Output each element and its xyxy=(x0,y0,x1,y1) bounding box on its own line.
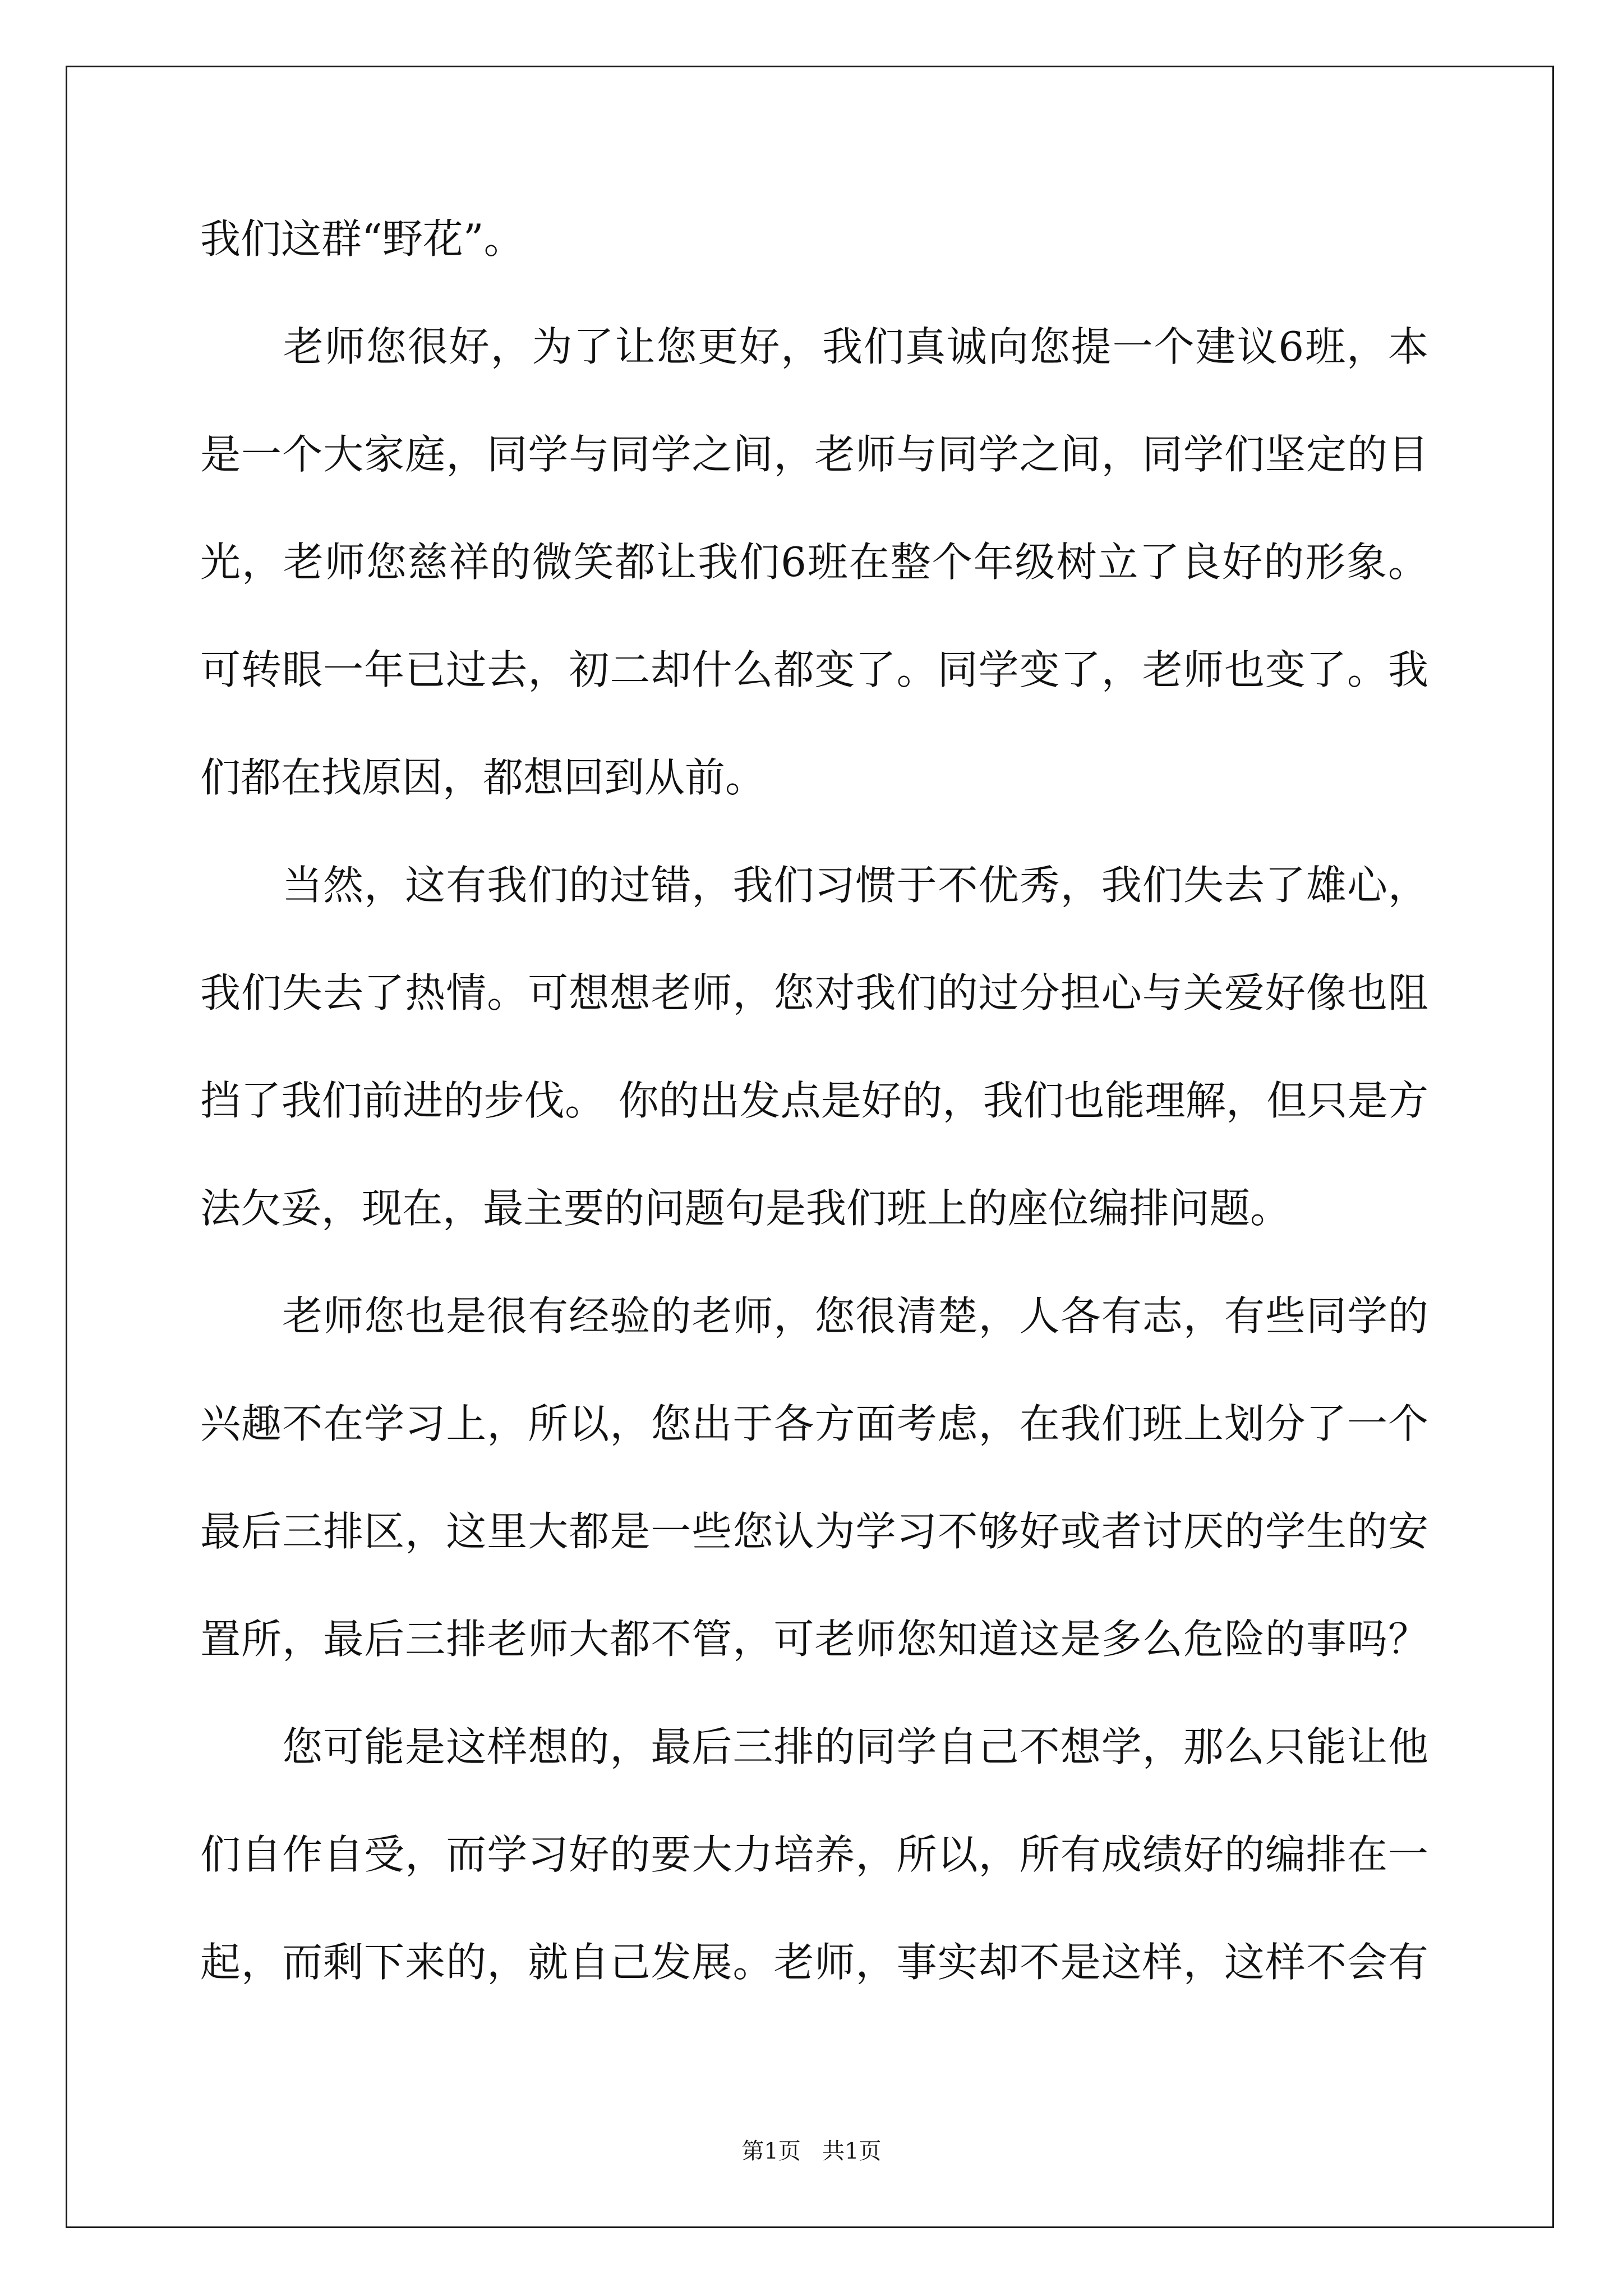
page-footer xyxy=(0,2134,1623,2168)
text-line: 可转眼一年已过去，初二却什么都变了。同学变了，老师也变了。我 xyxy=(200,646,1428,693)
text-line: 我们这群“野花”。 xyxy=(200,215,524,263)
text-line: 当然，这有我们的过错，我们习惯于不优秀，我们失去了雄心， xyxy=(200,862,1428,909)
text-line: 们自作自受，而学习好的要大力培养，所以，所有成绩好的编排在一 xyxy=(200,1831,1428,1878)
text-line: 您可能是这样想的，最后三排的同学自己不想学，那么只能让他 xyxy=(200,1723,1428,1770)
text-line: 法欠妥，现在，最主要的问题句是我们班上的座位编排问题。 xyxy=(200,1185,1291,1232)
text-line: 们都在找原因，都想回到从前。 xyxy=(200,754,766,801)
text-line: 光，老师您慈祥的微笑都让我们6班在整个年级树立了良好的形象。 xyxy=(200,539,1428,586)
page-number: 第1页 xyxy=(741,2138,801,2164)
text-line: 我们失去了热情。可想想老师，您对我们的过分担心与关爱好像也阻 xyxy=(200,969,1428,1016)
text-line: 置所，最后三排老师大都不管，可老师您知道这是多么危险的事吗？ xyxy=(200,1616,1428,1663)
text-line: 老师您也是很有经验的老师，您很清楚，人各有志，有些同学的 xyxy=(200,1292,1428,1340)
text-line: 是一个大家庭，同学与同学之间，老师与同学之间，同学们坚定的目 xyxy=(200,431,1428,478)
page-total: 共1页 xyxy=(822,2138,882,2164)
text-line: 老师您很好，为了让您更好，我们真诚向您提一个建议6班，本 xyxy=(200,323,1428,370)
text-line: 兴趣不在学习上，所以，您出于各方面考虑，在我们班上划分了一个 xyxy=(200,1400,1428,1447)
text-line: 最后三排区，这里大都是一些您认为学习不够好或者讨厌的学生的安 xyxy=(200,1508,1428,1555)
text-line: 挡了我们前进的步伐。 你的出发点是好的，我们也能理解，但只是方 xyxy=(200,1077,1428,1124)
text-line: 起，而剩下来的，就自己发展。老师，事实却不是这样，这样不会有 xyxy=(200,1939,1428,1986)
page-border xyxy=(66,66,1554,2228)
